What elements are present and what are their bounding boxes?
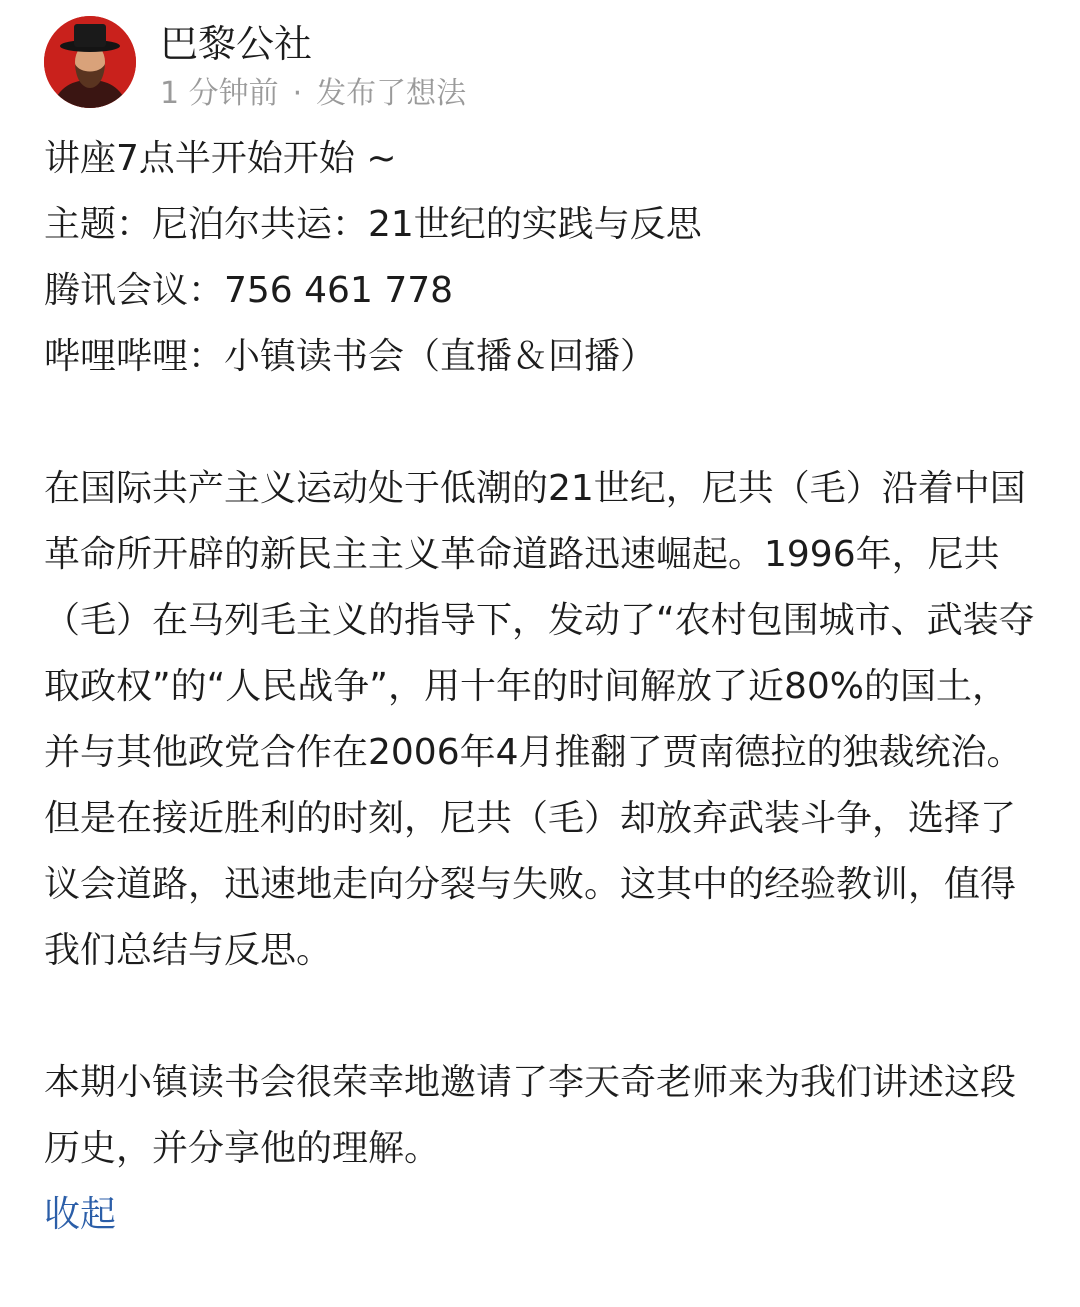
avatar[interactable] [44, 16, 136, 108]
post-meta [160, 74, 466, 114]
meta-separator: · [292, 76, 303, 111]
post-time: 1 分钟前 [160, 76, 279, 111]
post-paragraph: 在国际共产主义运动处于低潮的21世纪，尼共（毛）沿着中国革命所开辟的新民主主义革命道路迅速崛起。1996年，尼共（毛）在马列毛主义的指导下，发动了“农村包围城市、武装夺取政权”的“人民战争”，用十年的时间解放了近80%的国土，并与其他政党合作在2006年4月推翻了贾南德拉的独裁统治。但是在接近胜利的时刻，尼共（毛）却放弃武装斗争，选择了议会道路，迅速地走向分裂与失败。这其中的经验教训，值得我们总结与反思。 [44, 468, 1035, 971]
paragraph-gap [44, 390, 1040, 456]
post-content [44, 126, 1040, 1248]
lecture-start-line: 讲座7点半开始开始 ~ [44, 138, 397, 179]
collapse-link[interactable]: 收起 [44, 1194, 117, 1235]
post-header [44, 16, 1034, 112]
post-paragraph: 本期小镇读书会很荣幸地邀请了李天奇老师来为我们讲述这段历史，并分享他的理解。 [44, 1062, 1017, 1169]
paragraph-gap [44, 984, 1040, 1050]
post-action: 发布了想法 [316, 76, 467, 111]
bilibili-line: 哔哩哔哩：小镇读书会（直播＆回播） [44, 336, 657, 377]
avatar-portrait-icon [44, 16, 136, 108]
topic-line: 主题：尼泊尔共运：21世纪的实践与反思 [44, 204, 702, 245]
tencent-meeting-line: 腾讯会议：756 461 778 [44, 270, 454, 311]
author-name[interactable]: 巴黎公社 [160, 22, 313, 66]
